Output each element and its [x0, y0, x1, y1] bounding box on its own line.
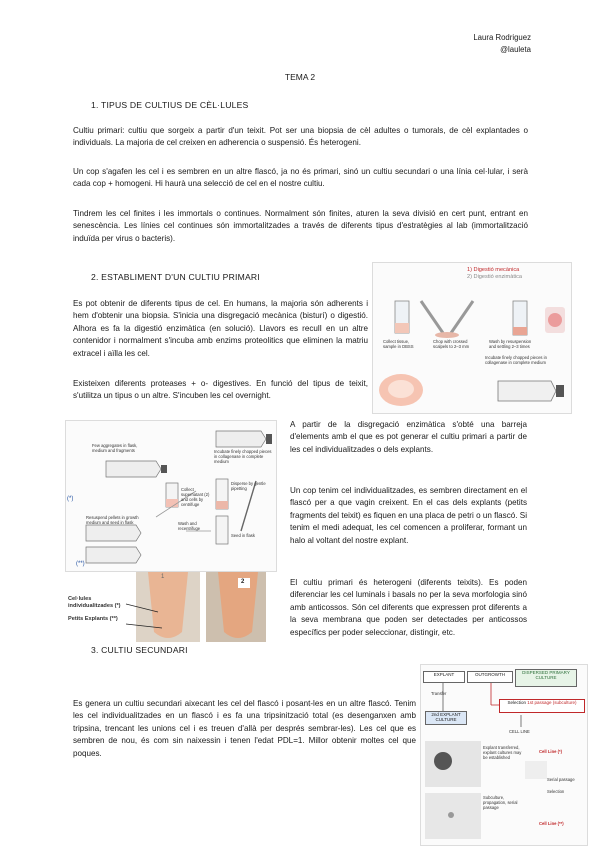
section2-paragraph-5: El cultiu primari és heterogeni (diferents teixits). Es poden diferenciar les cel luminals i basals no per la seva morfologia sinó amb anticossos. Són cel diferents que expressen prot diferents a la seva membrana que poden ser detectades per anticossos específics per poder seleccionar, distingir, etc.: [290, 578, 527, 637]
workflow-top-note: Incubate finely chopped pieces in collagenase in complete medium: [214, 449, 272, 464]
workflow-label-3: Disperse by gentle pipetting: [231, 481, 266, 491]
workflow-label-5: Resuspend pellets in growth medium and seed in flask: [86, 515, 139, 525]
label-side-selection: Selection: [547, 789, 565, 794]
author-handle: @lauleta: [500, 45, 531, 54]
digestion-drawing: [373, 263, 571, 413]
tube-label-1: 1: [161, 574, 165, 580]
caption-incubate: Incubate finely chopped pieces in collagenase in complete medium: [485, 355, 547, 365]
caption-collect: Collect tissue, sample in DBSS: [383, 339, 414, 349]
section3-paragraph-1: Es genera un cultiu secundari aixecant les cel del flascó i posant-les en un altre flascó. Tenim les cel individualitzades en un flascó i es fa una tripsinització total (es desenganxen amb tripsina, trencant les unions cel i es treuen d'allà per després sembrar-les). Les cel que es sembren de nou, és com sin naixessin i tenen l'edat PDL=1. Millor obtenir moltes cel que poques.: [73, 699, 416, 758]
section2-paragraph-1: Es pot obtenir de diferents tipus de cel. En humans, la majoria són adherents i hem d'obtenir una biopsia. S'inicia una disgregació mecànica (bisturí) o digestió. Alhora es fa la digestió enzimàtica (en solució). Llavors es reculI en un altre contenidor i normalment s'incuba amb enzims proteolitics que eliminen la matriu extracel i aïlla les cel.: [73, 299, 368, 358]
box-explant-culture: 2nd EXPLANT CULTURE: [425, 711, 467, 725]
label-propagation: 1st passage (subculture): [527, 700, 577, 705]
label-serial-passage: Serial passage: [547, 777, 575, 782]
label-transfer: Transfer: [431, 691, 447, 696]
section1-paragraph-2: Un cop s'agafen les cel i es sembren en un altre flascó, ja no és primari, sinó un cultiu secundari o una línia cel·lular, i serà cada cop + homogeni. Hi haurà una selecció de cel en el nostre cultiu.: [73, 167, 528, 189]
label-cell-line-2: Cell Line (**): [539, 821, 564, 826]
figure-digestion: [372, 262, 572, 414]
box-explant: EXPLANT: [423, 671, 465, 683]
figure-secondary-culture: [420, 664, 588, 846]
label-cell-line-1: Cell Line (*): [539, 749, 563, 754]
section2-heading: 2. ESTABLIMENT D'UN CULTIU PRIMARI: [91, 272, 260, 282]
box-outgrowth: OUTGROWTH: [467, 671, 513, 683]
marker-explants: (**): [76, 561, 85, 567]
box-selection: [499, 699, 585, 713]
label-selection: Selection: [507, 700, 526, 705]
label-individual-cells: Cel·lules individualitzades (*): [68, 596, 121, 609]
author-name: Laura Rodriguez: [473, 33, 531, 42]
box-dispersed-primary-culture: DISPERSED PRIMARY CULTURE: [515, 669, 577, 687]
note-explant-transferred: Explant transferred, explant cultures may be established: [483, 745, 522, 760]
section3-heading: 3. CULTIU SECUNDARI: [91, 645, 188, 655]
legend-mechanical: 1) Digestió mecànica: [467, 267, 520, 273]
tube-label-2: 2: [241, 579, 245, 585]
section1-heading: 1. TIPUS DE CULTIUS DE CÈL·LULES: [91, 100, 249, 110]
workflow-label-2: Collect supernatant (2) and cells by centrifuge: [181, 487, 210, 507]
workflow-label-6: Seed in flask: [231, 533, 255, 538]
label-cell-line: CELL LINE: [509, 729, 530, 734]
caption-chop: Chop with crossed scalpels to 2–3 mm: [433, 339, 470, 349]
section2-paragraph-2: Existeixen diferents proteases + o- digestives. En funció del tipus de teixit, s'utilitza un tipus o un altre. S'incuben les cel overnight.: [73, 379, 368, 401]
section2-paragraph-4: Un cop tenim cel individualitzades, es sembren directament en el flascó per a que vagin creixent. En el cas dels explants (petits fragments del teixit) es fiquen en una placa de petri o un flascó. Si tenim el medi adequat, les cel comencen a proliferar, formant un halo al voltant del nostre explant.: [290, 486, 527, 545]
page-title: TEMA 2: [284, 72, 316, 82]
section2-paragraph-3: A partir de la disgregació enzimàtica s'obté una barreja d'elements amb el que es pot generar el cultiu primari a partir de les cel individualitzades o dels explants.: [290, 420, 527, 454]
marker-single-cells: (*): [67, 496, 74, 502]
section1-paragraph-3: Tindrem les cel finites i les immortals o continues. Normalment són finites, aturen la seva divisió en cert punt, entrant en senescència. Les línies cel continues són immortalitzades a través de diferents tipus d'estratègies al lab (immortalització induïda per virus o bacteris).: [73, 209, 528, 243]
label-small-explants: Petits Explants (**): [68, 616, 118, 622]
workflow-label-4: Wash and recentrifuge: [178, 521, 201, 531]
caption-wash: Wash by resuspension and settling 2–3 times: [489, 339, 532, 349]
figure-primary-culture-workflow: [65, 420, 277, 572]
figure-tube-photos: [68, 572, 266, 642]
legend-enzymatic: 2) Digestió enzimàtica: [467, 274, 523, 280]
author-block: [473, 32, 531, 56]
workflow-label-1: Few aggregates in flask, medium and fragments: [92, 443, 138, 453]
note-subculture: Subculture, propagation, serial passage: [483, 795, 518, 810]
section1-paragraph-1: Cultiu primari: cultiu que sorgeix a partir d'un teixit. Pot ser una biopsia de cèl adultes o tumorals, de cèl explantades o individuals. La majoria de cel creixen en adherencia o suspensió. És heterogeni.: [73, 126, 528, 148]
